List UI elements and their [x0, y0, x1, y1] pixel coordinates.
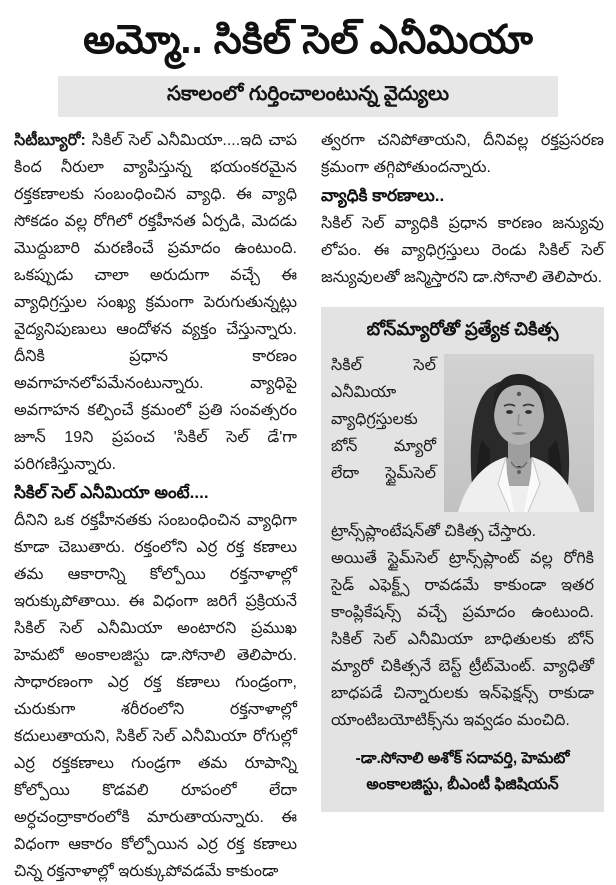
article-subheadline-bar	[58, 76, 558, 117]
left-column	[14, 127, 297, 885]
paragraph-definition: దీనిని ఒక రక్తహీనతకు సంబంధించిన వ్యాధిగా కూడా చెబుతారు. రక్తంలోని ఎర్ర రక్త కణాలు తమ ఆకారాన్ని కోల్పోయి రక్తనాళాల్లో ఇరుక్కుపోతాయి. ఈ విధంగా జరిగే ప్రక్రియనే సికిల్ సెల్ ఎనీమియా అంటారని ప్రముఖ హెమటో అంకాలజిస్టు డా.సోనాలి తెలిపారు. సాధారణంగా ఎర్ర రక్త కణాలు గుండ్రంగా, చురుకుగా శరీరంలోని రక్తనాళాల్లో కదులుతాయని, సికిల్ సెల్ ఎనీమియా రోగుల్లో ఎర్ర రక్తకణాలు గుండ్రగా తమ రూపాన్ని కోల్పోయి కొడవలి రూపంలో లేదా అర్ధచంద్రాకారంలోకి మారుతాయన్నారు. ఈ విధంగా ఆకారం కోల్పోయిన ఎర్ర రక్త కణాలు చిన్న రక్తనాళాల్లో ఇరుక్కుపోవడమే కాకుండా	[14, 512, 297, 880]
infobox-paragraph-treatment: సికిల్ సెల్ ఎనీమియా వ్యాధిగ్రస్తులకు బోన్ మ్యారో లేదా స్టైమ్‌సెల్ ట్రాన్స్‌ప్లాంటేషన్‌తో చికిత్స చేస్తారు.	[331, 357, 537, 540]
paragraph-intro-text: సికిల్ సెల్ ఎనీమియా....ఇది చాప కింద నీరులా వ్యాపిస్తున్న భయంకరమైన రక్తకణాలకు సంబంధించిన వ్యాధి. ఈ వ్యాధి సోకడం వల్ల రోగిలో రక్తహీనత ఏర్పడి, మెదడు మొద్దుబారి మరణించే ప్రమాదం ఉంటుంది. ఒకప్పుడు చాలా అరుదుగా వచ్చే ఈ వ్యాధిగ్రస్తుల సంఖ్య క్రమంగా పెరుగుతున్నట్లు వైద్యనిపుణులు ఆందోళన వ్యక్తం చేస్తున్నారు. దీనికి ప్రధాన కారణం అవగాహనలోపమేనంటున్నారు. వ్యాధిపై అవగాహన కల్పించే క్రమంలో ప్రతి సంవత్సరం జూన్ 19ని ప్రపంచ 'సికిల్ సెల్ డే'గా పరిగణిస్తున్నారు.	[14, 132, 297, 473]
infobox-heading: బోన్‌మ్యారోతో ప్రత్యేక చికిత్స	[366, 319, 559, 339]
byline	[331, 746, 594, 798]
byline-doctor-title: అంకాలజిస్టు, బీఎంటీ ఫిజిషియన్	[366, 776, 559, 793]
dateline: సిటీబ్యూరో:	[14, 132, 86, 149]
doctor-portrait-photo	[444, 354, 594, 512]
article-subheadline: సకాలంలో గుర్తించాలంటున్న వైద్యులు	[167, 83, 449, 105]
paragraph-intro	[14, 127, 297, 478]
doctor-portrait-illustration	[444, 354, 594, 512]
article-body	[0, 117, 616, 885]
treatment-infobox	[321, 307, 604, 812]
right-column	[321, 127, 604, 885]
section-subhead-what-is: సికిల్ సెల్ ఎనీమియా అంటే....	[14, 483, 209, 502]
paragraph-continuation: త్వరగా చనిపోతాయని, దీనివల్ల రక్తప్రసరణ క్రమంగా తగ్గిపోతుందన్నారు.	[321, 132, 604, 176]
byline-doctor-name: -డా.సోనాలి అశోక్ సదావర్తి, హెమటో	[355, 750, 570, 767]
infobox-paragraph-advice: అయితే స్టైమ్‌సెల్ ట్రాన్స్‌ప్లాంట్ వల్ల రోగికి సైడ్ ఎఫెక్ట్స్ రావడమే కాకుండా ఇతర కాంప్లికేషన్స్ వచ్చే ప్రమాదం ఉంటుంది. సికిల్ సెల్ ఎనీమియా బాధితులకు బోన్ మ్యారో చికిత్సనే బెస్ట్ ట్రీట్‌మెంట్. వ్యాధితో బాధపడే చిన్నారులకు ఇన్‌ఫెక్షన్స్ రాకుడా యాంటిబయోటిక్స్‌ను ఇవ్వడం మంచిది.	[331, 550, 594, 729]
section-subhead-causes: వ్యాధికి కారణాలు..	[321, 186, 445, 205]
article-headline: అమ్మో.. సికిల్ సెల్ ఎనీమియా	[83, 18, 533, 62]
paragraph-causes: సికిల్ సెల్ వ్యాధికి ప్రధాన కారణం జన్యువు లోపం. ఈ వ్యాధిగ్రస్తులు రెండు సికిల్ సెల్ జన్యువులతో జన్మిస్తారని డా.సోనాలి తెలిపారు.	[321, 215, 604, 286]
